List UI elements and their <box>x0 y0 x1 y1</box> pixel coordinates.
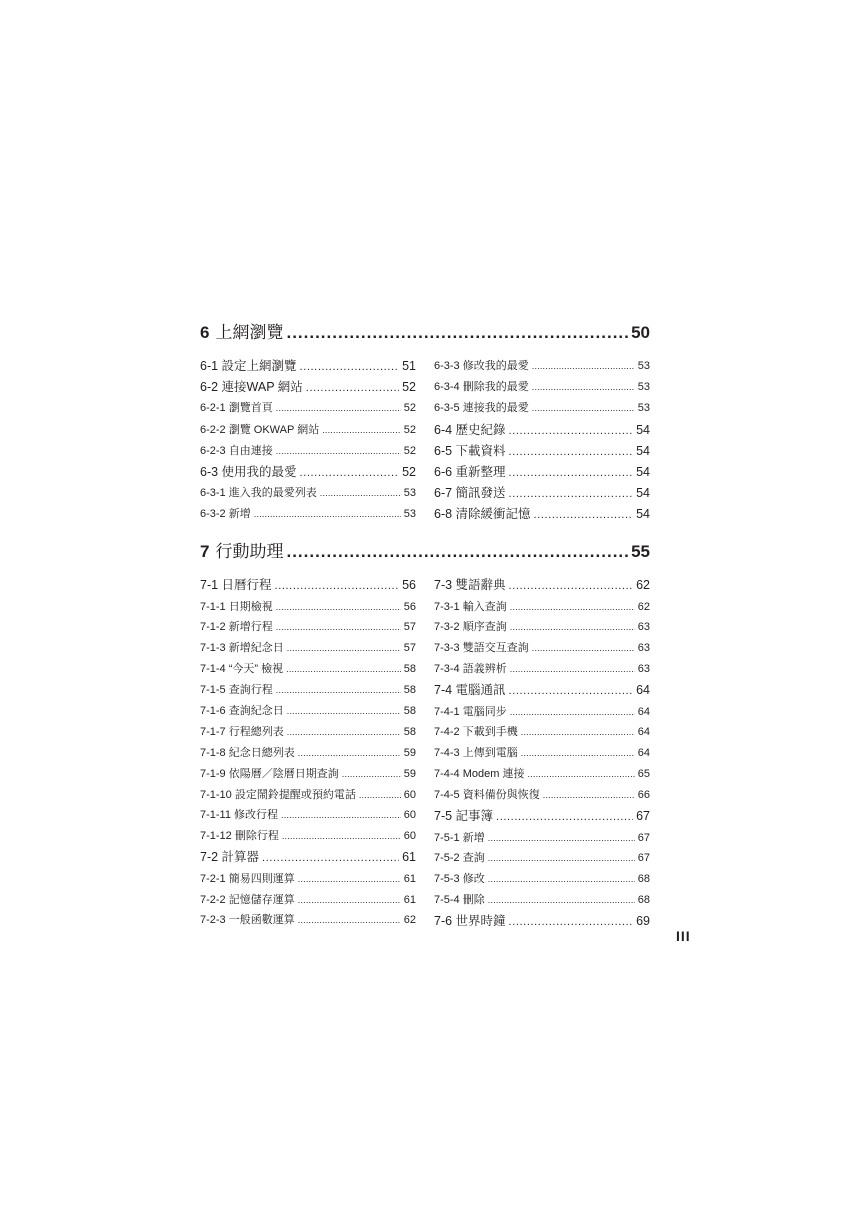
toc-entry[interactable] <box>200 680 416 701</box>
toc-entry-page: 53 <box>637 402 650 415</box>
toc-entry[interactable] <box>200 377 416 398</box>
toc-entry[interactable] <box>200 659 416 680</box>
dot-leader <box>320 483 401 504</box>
toc-entry[interactable] <box>434 441 650 462</box>
toc-entry-label: 7-4-1 電腦同步 <box>434 705 507 718</box>
toc-entry-page: 60 <box>403 830 416 843</box>
toc-entry-label: 7-2-1 簡易四則運算 <box>200 872 295 885</box>
toc-entry-label: 7-1-6 查詢紀念日 <box>200 704 284 717</box>
toc-entry-page: 57 <box>403 621 416 634</box>
toc-entry[interactable] <box>200 441 416 462</box>
dot-leader <box>298 890 401 911</box>
toc-section-7 <box>200 541 650 933</box>
toc-entry-page: 54 <box>636 507 650 522</box>
dot-leader <box>281 805 401 826</box>
dot-leader <box>286 541 628 563</box>
toc-entry-label: 6-8 清除緩衝記憶 <box>434 507 531 522</box>
toc-entry[interactable] <box>434 504 650 525</box>
section-heading[interactable] <box>200 322 650 344</box>
toc-entry[interactable] <box>434 911 650 933</box>
toc-entry-page: 60 <box>403 809 416 822</box>
dot-leader <box>509 576 634 598</box>
section-heading[interactable] <box>200 541 650 563</box>
toc-entry[interactable] <box>200 826 416 847</box>
toc-entry-label: 6-2 連接WAP 網站 <box>200 380 303 395</box>
dot-leader <box>510 659 635 680</box>
dot-leader <box>532 638 635 659</box>
toc-entry-page: 58 <box>403 704 416 717</box>
toc-entry-label: 7-1-8 紀念日總列表 <box>200 746 295 759</box>
toc-entry-page: 54 <box>636 422 650 437</box>
toc-entry[interactable] <box>434 398 650 419</box>
toc-entry-page: 53 <box>637 360 650 372</box>
toc-entry[interactable] <box>434 785 650 806</box>
toc-entry-label: 7-4-3 上傳到電腦 <box>434 747 518 760</box>
toc-entry-page: 53 <box>403 508 416 521</box>
dot-leader <box>510 702 635 723</box>
section-number: 6 <box>200 323 210 342</box>
toc-entry[interactable] <box>200 869 416 890</box>
page-number: III <box>676 928 691 944</box>
toc-entry-page: 54 <box>636 464 650 479</box>
toc-entry-label: 7-1-7 行程總列表 <box>200 725 284 738</box>
dot-leader <box>521 743 635 764</box>
toc-entry-label: 7-1-4 “今天” 檢視 <box>200 663 284 676</box>
section-title: 上網瀏覽 <box>215 323 284 343</box>
dot-leader <box>276 398 401 419</box>
toc-entry-label: 7-4-4 Modem 連接 <box>434 768 525 781</box>
toc-entry-label: 6-2-1 瀏覽首頁 <box>200 402 273 415</box>
toc-entry-page: 52 <box>402 380 416 395</box>
toc-entry-page: 63 <box>637 663 650 676</box>
dot-leader <box>298 910 401 931</box>
dot-leader <box>509 463 634 484</box>
toc-entry[interactable] <box>200 785 416 806</box>
dot-leader <box>509 484 634 505</box>
toc-entry-page: 52 <box>403 423 416 436</box>
dot-leader <box>286 322 628 344</box>
toc-entry[interactable] <box>434 356 650 377</box>
toc-entry-page: 59 <box>403 767 416 780</box>
toc-entry-label: 7-4-5 資料備份與恢復 <box>434 789 540 802</box>
toc-entry-page: 67 <box>636 809 650 824</box>
toc-entry[interactable] <box>434 659 650 680</box>
toc-entry[interactable] <box>200 483 416 504</box>
toc-entry[interactable] <box>200 722 416 743</box>
dot-leader <box>262 848 399 870</box>
toc-entry-label: 7-5-4 刪除 <box>434 894 485 907</box>
toc-entry[interactable] <box>200 420 416 441</box>
toc-entry-label: 7-2 計算器 <box>200 850 260 865</box>
toc-columns <box>200 356 650 526</box>
dot-leader <box>287 722 401 743</box>
toc-entry[interactable] <box>200 597 416 618</box>
dot-leader <box>287 638 401 659</box>
dot-leader <box>527 764 634 785</box>
toc-entry-page: 64 <box>637 705 650 718</box>
toc-entry-page: 62 <box>636 578 650 592</box>
toc-entry[interactable] <box>434 890 650 911</box>
toc-entry[interactable] <box>200 701 416 722</box>
toc-entry-label: 7-1-5 查詢行程 <box>200 684 273 697</box>
dot-leader <box>276 617 401 638</box>
dot-leader <box>276 597 401 618</box>
toc-entry[interactable] <box>200 638 416 659</box>
toc-entry-page: 58 <box>403 725 416 738</box>
toc-entry-label: 7-1-11 修改行程 <box>200 809 279 822</box>
toc-entry-label: 7-5 記事簿 <box>434 809 494 824</box>
toc-entry[interactable] <box>200 910 416 931</box>
toc-entry-page: 53 <box>637 381 650 394</box>
dot-leader <box>298 743 401 764</box>
dot-leader <box>322 420 401 441</box>
toc-entry-page: 60 <box>403 788 416 801</box>
toc-entry-label: 6-3-5 連接我的最愛 <box>434 402 529 415</box>
toc-entry-page: 56 <box>403 600 416 613</box>
dot-leader <box>286 659 401 680</box>
toc-entry-page: 66 <box>637 789 650 802</box>
toc-entry-label: 7-1-9 依陽曆／陰曆日期查詢 <box>200 767 339 780</box>
toc-entry-page: 68 <box>637 894 650 907</box>
dot-leader <box>300 463 400 484</box>
toc-entry[interactable] <box>200 805 416 826</box>
toc-entry-label: 7-3-4 語義辨析 <box>434 663 507 676</box>
toc-entry-label: 6-3-3 修改我的最愛 <box>434 360 529 372</box>
dot-leader <box>254 504 401 525</box>
toc-entry-page: 51 <box>402 359 416 373</box>
toc-entry[interactable] <box>434 722 650 743</box>
toc-entry-page: 56 <box>402 578 416 592</box>
dot-leader <box>282 826 401 847</box>
toc-entry-label: 7-1-12 刪除行程 <box>200 830 279 843</box>
toc-section-6 <box>200 322 650 526</box>
toc-entry[interactable] <box>200 462 416 483</box>
dot-leader <box>276 441 401 462</box>
toc-entry-page: 54 <box>636 443 650 458</box>
toc-entry[interactable] <box>200 847 416 869</box>
toc-entry-label: 7-1-3 新增紀念日 <box>200 642 284 655</box>
toc-entry-page: 57 <box>403 642 416 655</box>
section-number: 7 <box>200 542 210 561</box>
toc-entry[interactable] <box>434 828 650 849</box>
toc-entry-page: 69 <box>636 914 650 929</box>
toc-entry[interactable] <box>200 890 416 911</box>
toc-entry-label: 7-4-2 下載到手機 <box>434 726 518 739</box>
toc-entry-page: 52 <box>403 444 416 457</box>
dot-leader <box>287 701 401 722</box>
dot-leader <box>509 421 634 442</box>
toc-entry[interactable] <box>434 869 650 890</box>
toc-entry-page: 62 <box>403 914 416 927</box>
toc-entry-page: 61 <box>403 893 416 906</box>
dot-leader <box>521 722 635 743</box>
toc-entry-label: 6-1 設定上網瀏覽 <box>200 359 297 373</box>
toc-entry-label: 7-1-1 日期檢視 <box>200 600 273 613</box>
toc-entry-label: 6-5 下載資料 <box>434 443 506 458</box>
toc-entry-label: 6-2-3 自由連接 <box>200 444 273 457</box>
toc-entry-page: 59 <box>403 746 416 759</box>
dot-leader <box>276 680 401 701</box>
toc-entry-page: 64 <box>636 683 650 698</box>
dot-leader <box>275 576 400 598</box>
dot-leader <box>534 505 634 526</box>
toc-entry[interactable] <box>434 806 650 828</box>
section-page: 55 <box>631 542 650 561</box>
dot-leader <box>488 828 635 849</box>
toc-entry-label: 7-5-2 查詢 <box>434 852 485 865</box>
toc-entry-page: 68 <box>637 873 650 886</box>
toc-entry-label: 7-4 電腦通訊 <box>434 683 506 698</box>
dot-leader <box>488 869 635 890</box>
dot-leader <box>300 357 400 378</box>
toc-entry-label: 7-1-10 設定鬧鈴提醒或預約電話 <box>200 788 356 801</box>
toc-entry-page: 67 <box>637 852 650 865</box>
toc-column-right <box>434 575 650 933</box>
toc-entry-page: 62 <box>637 600 650 613</box>
toc-entry-page: 61 <box>402 850 416 865</box>
toc-columns <box>200 575 650 933</box>
toc-column-left <box>200 575 416 933</box>
toc-entry[interactable] <box>200 356 416 377</box>
dot-leader <box>298 869 401 890</box>
toc-entry-label: 6-3-2 新增 <box>200 508 251 521</box>
toc-entry-label: 7-2-2 記憶儲存運算 <box>200 893 295 906</box>
toc-entry-page: 63 <box>637 621 650 634</box>
dot-leader <box>488 890 635 911</box>
dot-leader <box>532 398 635 419</box>
toc-entry-label: 7-1 日曆行程 <box>200 578 272 592</box>
toc-entry[interactable] <box>434 680 650 702</box>
toc-entry-page: 61 <box>403 872 416 885</box>
section-title: 行動助理 <box>215 542 284 562</box>
dot-leader <box>543 785 635 806</box>
toc-entry-label: 6-3 使用我的最愛 <box>200 464 297 479</box>
toc-entry-page: 54 <box>636 486 650 501</box>
dot-leader <box>509 442 634 463</box>
toc-entry-label: 7-3-1 輸入查詢 <box>434 600 507 613</box>
toc-entry-page: 67 <box>637 831 650 844</box>
toc-entry[interactable] <box>434 377 650 398</box>
toc-entry-label: 6-2-2 瀏覽 OKWAP 網站 <box>200 423 320 436</box>
toc-entry-label: 6-7 簡訊發送 <box>434 486 506 501</box>
toc-entry-label: 6-4 歷史紀錄 <box>434 422 506 437</box>
toc-entry[interactable] <box>434 617 650 638</box>
toc-entry[interactable] <box>434 702 650 723</box>
section-page: 50 <box>631 323 650 342</box>
dot-leader <box>510 597 635 618</box>
toc-entry[interactable] <box>434 638 650 659</box>
toc-entry-label: 6-6 重新整理 <box>434 464 506 479</box>
toc-entry-page: 64 <box>637 747 650 760</box>
dot-leader <box>532 356 635 377</box>
toc-entry-label: 7-5-3 修改 <box>434 873 485 886</box>
toc-entry[interactable] <box>200 764 416 785</box>
toc-entry-label: 7-1-2 新增行程 <box>200 621 273 634</box>
toc-entry[interactable] <box>434 597 650 618</box>
toc-entry-page: 53 <box>403 487 416 500</box>
toc-entry-page: 58 <box>403 663 416 676</box>
toc-entry-page: 52 <box>403 402 416 415</box>
toc-entry-page: 65 <box>637 768 650 781</box>
toc-entry-label: 6-3-4 刪除我的最愛 <box>434 381 529 394</box>
toc-entry-label: 7-3-3 雙語交互查詢 <box>434 642 529 655</box>
toc-entry[interactable] <box>200 617 416 638</box>
dot-leader <box>532 377 635 398</box>
dot-leader <box>359 785 401 806</box>
toc-entry-page: 58 <box>403 684 416 697</box>
toc-entry[interactable] <box>200 575 416 597</box>
dot-leader <box>488 848 635 869</box>
toc-entry-page: 52 <box>402 464 416 479</box>
toc-entry[interactable] <box>434 575 650 597</box>
toc-entry-label: 6-3-1 進入我的最愛列表 <box>200 487 317 500</box>
toc-entry[interactable] <box>200 743 416 764</box>
toc-entry[interactable] <box>434 483 650 504</box>
toc-entry-page: 63 <box>637 642 650 655</box>
toc-entry-label: 7-2-3 一般函數運算 <box>200 914 295 927</box>
dot-leader <box>496 807 633 829</box>
toc-entry[interactable] <box>200 504 416 525</box>
toc-entry[interactable] <box>434 848 650 869</box>
dot-leader <box>510 617 635 638</box>
toc-entry[interactable] <box>434 743 650 764</box>
toc-entry[interactable] <box>200 398 416 419</box>
dot-leader <box>342 764 401 785</box>
toc-entry-page: 64 <box>637 726 650 739</box>
dot-leader <box>509 912 634 934</box>
dot-leader <box>306 378 399 399</box>
toc-entry[interactable] <box>434 764 650 785</box>
toc-entry[interactable] <box>434 462 650 483</box>
toc-entry-label: 7-5-1 新增 <box>434 831 485 844</box>
dot-leader <box>509 681 634 703</box>
toc-entry-label: 7-6 世界時鐘 <box>434 914 506 929</box>
toc-entry-label: 7-3 雙語辭典 <box>434 578 506 592</box>
toc-entry-label: 7-3-2 順序查詢 <box>434 621 507 634</box>
toc-column-left <box>200 356 416 526</box>
toc-column-right <box>434 356 650 526</box>
toc-entry[interactable] <box>434 420 650 441</box>
